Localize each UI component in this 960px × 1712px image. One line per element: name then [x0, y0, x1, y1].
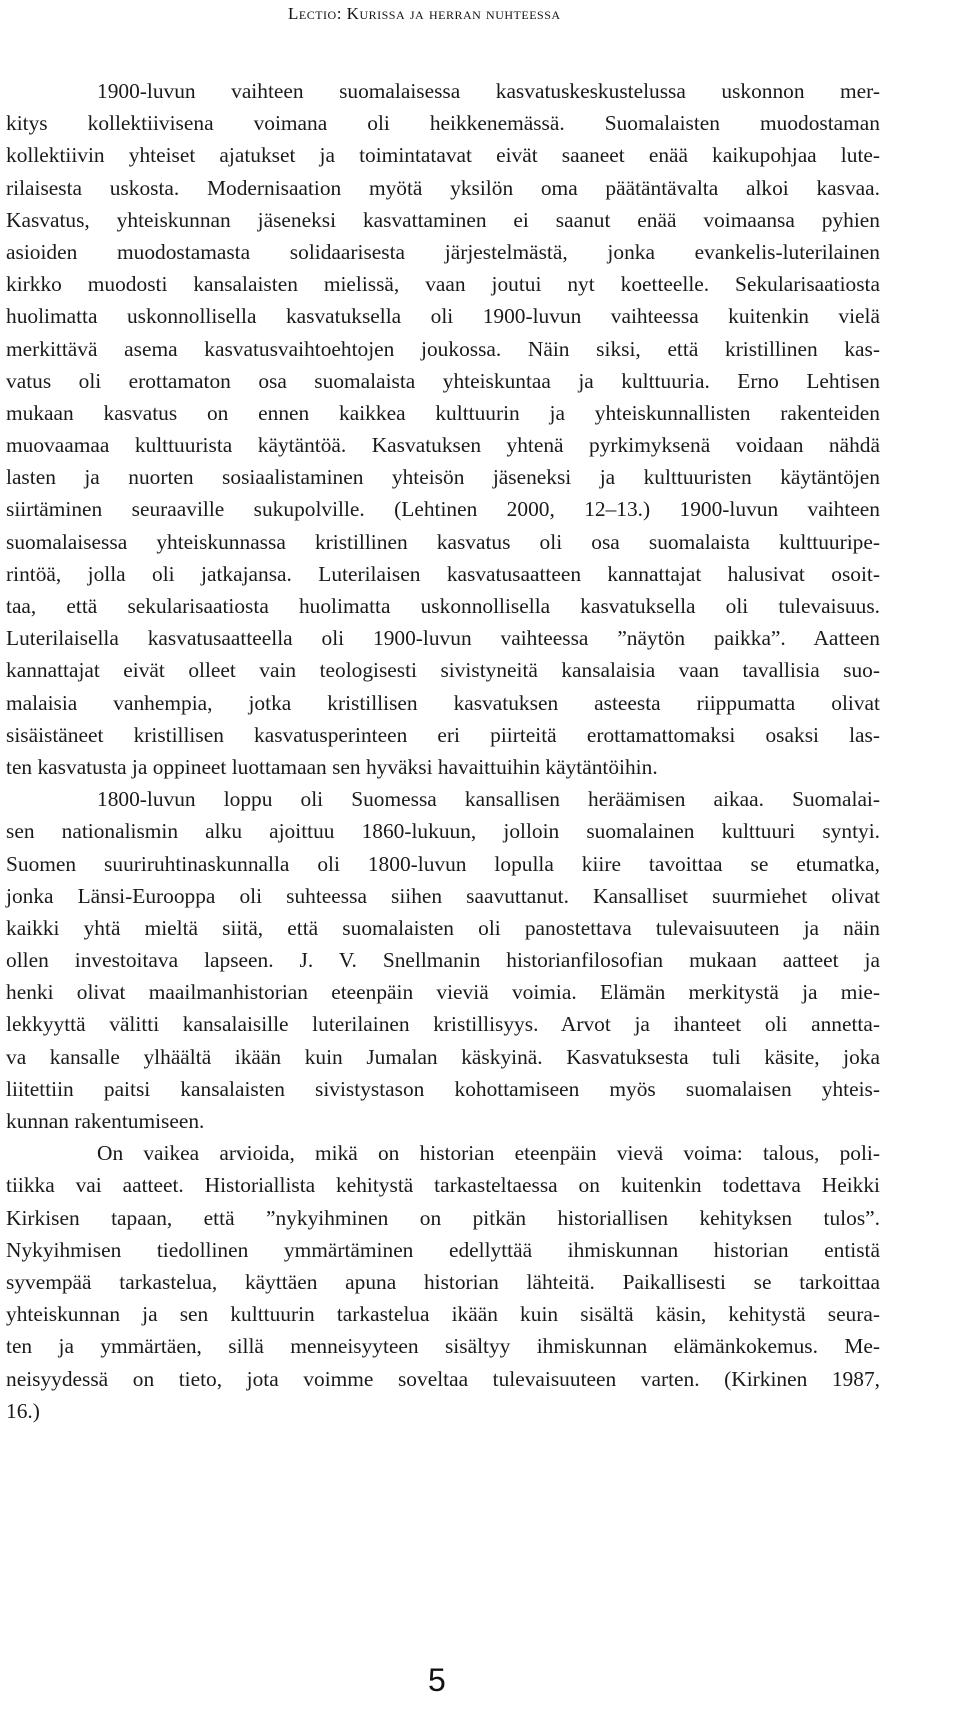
- text-line: rintöä, jolla oli jatkajansa. Luterilaisen kasvatusaatteen kannattajat halusivat osoit-: [6, 561, 880, 586]
- text-line: 1900-luvun vaihteen suomalaisessa kasvatuskeskustelussa uskonnon mer-: [97, 79, 880, 103]
- text-line: Nykyihmisen tiedollinen ymmärtäminen edellyttää ihmiskunnan historian entistä: [6, 1237, 880, 1262]
- text-line: Kirkisen tapaan, että ”nykyihminen on pitkän historiallisen kehityksen tulos”.: [6, 1205, 880, 1230]
- text-line: malaisia vanhempia, jotka kristillisen kasvatuksen asteesta riippumatta olivat: [6, 690, 880, 715]
- text-line: ten kasvatusta ja oppineet luottamaan sen hyväksi havaittuihin käytäntöihin.: [6, 754, 658, 779]
- text-line: kannattajat eivät olleet vain teologisesti sivistyneitä kansalaisia vaan tavallisia suo-: [6, 658, 880, 683]
- text-line: mukaan kasvatus on ennen kaikkea kulttuurin ja yhteiskunnallisten rakenteiden: [6, 400, 880, 425]
- text-line: Luterilaisella kasvatusaatteella oli 1900-luvun vaihteessa ”näytön paikka”. Aatteen: [6, 626, 880, 651]
- text-line: henki olivat maailmanhistorian eteenpäin vieviä voimia. Elämän merkitystä ja mie-: [6, 980, 880, 1005]
- text-line: huolimatta uskonnollisella kasvatuksella oli 1900-luvun vaihteessa kuitenkin vielä: [6, 304, 880, 329]
- text-line: yhteiskunnan ja sen kulttuurin tarkastelua ikään kuin sisältä käsin, kehitystä seura-: [6, 1302, 880, 1327]
- text-line: kitys kollektiivisena voimana oli heikkenemässä. Suomalaisten muodostaman: [6, 111, 880, 136]
- text-line: va kansalle ylhäältä ikään kuin Jumalan käskyinä. Kasvatuksesta tuli käsite, joka: [6, 1044, 880, 1069]
- text-line: tiikka vai aatteet. Historiallista kehitystä tarkasteltaessa on kuitenkin todettava Heikki: [6, 1173, 880, 1198]
- text-line: kollektiivin yhteiset ajatukset ja toimintatavat eivät saaneet enää kaikupohjaa lute-: [6, 143, 880, 168]
- paragraph: [6, 783, 880, 1137]
- text-line: lasten ja nuorten sosiaalistaminen yhteisön jäseneksi ja kulttuuristen käytäntöjen: [6, 465, 880, 490]
- text-line: rilaisesta uskosta. Modernisaation myötä yksilön oma päätäntävalta alkoi kasvaa.: [6, 175, 880, 200]
- text-line: sen nationalismin alku ajoittuu 1860-lukuun, jolloin suomalainen kulttuuri syntyi.: [6, 819, 880, 844]
- text-line: On vaikea arvioida, mikä on historian eteenpäin vievä voima: talous, poli-: [97, 1141, 880, 1166]
- text-line: kirkko muodosti kansalaisten mielissä, vaan joutui nyt koetteelle. Sekularisaatiosta: [6, 272, 880, 297]
- text-line: Kasvatus, yhteiskunnan jäseneksi kasvattaminen ei saanut enää voimaansa pyhien: [6, 207, 880, 232]
- text-line: ten ja ymmärtäen, sillä menneisyyteen sisältyy ihmiskunnan elämänkokemus. Me-: [6, 1334, 880, 1359]
- text-line: suomalaisessa yhteiskunnassa kristillinen kasvatus oli osa suomalaista kulttuuripe-: [6, 529, 880, 554]
- text-line: taa, että sekularisaatiosta huolimatta uskonnollisella kasvatuksella oli tulevaisuus.: [6, 594, 880, 618]
- text-line: syvempää tarkastelua, käyttäen apuna historian lähteitä. Paikallisesti se tarkoittaa: [6, 1269, 880, 1294]
- text-line: kaikki yhtä mieltä siitä, että suomalaisten oli panostettava tulevaisuuteen ja näin: [6, 915, 880, 940]
- text-line: liitettiin paitsi kansalaisten sivistystason kohottamiseen myös suomalaisen yhteis-: [6, 1076, 880, 1101]
- running-header: Lectio: Kurissa ja herran nuhteessa: [288, 4, 561, 23]
- text-line: vatus oli erottamaton osa suomalaista yhteiskuntaa ja kulttuuria. Erno Lehtisen: [6, 368, 880, 393]
- paragraph: [6, 75, 880, 783]
- text-line: Suomen suuriruhtinaskunnalla oli 1800-luvun lopulla kiire tavoittaa se etumatka,: [6, 851, 880, 876]
- text-line: muovaamaa kulttuurista käytäntöä. Kasvatuksen yhtenä pyrkimyksenä voidaan nähdä: [6, 433, 880, 458]
- paragraph: [6, 1137, 880, 1427]
- text-line: merkittävä asema kasvatusvaihtoehtojen joukossa. Näin siksi, että kristillinen kas-: [6, 336, 880, 361]
- text-line: jonka Länsi-Eurooppa oli suhteessa siihen saavuttanut. Kansalliset suurmiehet olivat: [6, 883, 880, 908]
- text-line: kunnan rakentumiseen.: [6, 1109, 205, 1133]
- page-number: 5: [428, 1662, 446, 1698]
- text-line: sisäistäneet kristillisen kasvatusperinteen eri piirteitä erottamattomaksi osaksi las-: [6, 722, 880, 747]
- body-text: [6, 75, 880, 1427]
- text-line: ollen investoitava lapseen. J. V. Snellmanin historianfilosofian mukaan aatteet ja: [6, 948, 880, 973]
- text-line: siirtäminen seuraaville sukupolville. (Lehtinen 2000, 12–13.) 1900-luvun vaihteen: [6, 497, 880, 522]
- text-line: 1800-luvun loppu oli Suomessa kansallisen heräämisen aikaa. Suomalai-: [97, 787, 880, 812]
- text-line: neisyydessä on tieto, jota voimme soveltaa tulevaisuuteen varten. (Kirkinen 1987,: [6, 1366, 880, 1391]
- text-line: lekkyyttä välitti kansalaisille luterilainen kristillisyys. Arvot ja ihanteet oli annetta-: [6, 1012, 880, 1037]
- text-line: 16.): [6, 1398, 40, 1423]
- text-line: asioiden muodostamasta solidaarisesta järjestelmästä, jonka evankelis-luterilainen: [6, 239, 880, 264]
